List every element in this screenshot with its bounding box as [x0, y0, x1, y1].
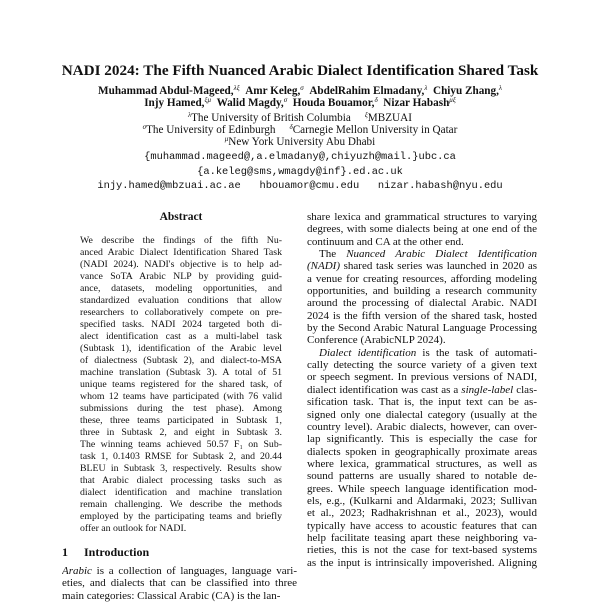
affiliation-name: Carnegie Mellon University in Qatar: [292, 124, 458, 136]
text-line: that Arabic dialect processing tasks such as: [80, 475, 282, 486]
text-line: ance, datasets, modeling opportunities, and: [80, 283, 282, 294]
text-line: 2024 is the fifth version of the shared task, hosted: [307, 309, 537, 322]
section-heading-introduction: [62, 545, 149, 559]
author-affiliation-mark: ξμ: [204, 96, 211, 105]
text-line: The Nuanced Arabic Dialect Identification: [319, 248, 537, 261]
affiliation-mark: λ: [188, 111, 192, 119]
abstract-body: [80, 235, 282, 535]
author-name: Walid Magdy,: [216, 97, 284, 110]
text-line: BLEU in Subtask 3, respectively. Results show: [80, 463, 282, 474]
introduction-body: [62, 565, 297, 602]
text-line: a venue for creating resources, affording modeling: [307, 272, 537, 285]
text-line: as the input is intrinsically impoverished. Aligning: [307, 556, 537, 569]
paper-title: NADI 2024: The Fifth Nuanced Arabic Dialect Identification Shared Task: [61, 62, 539, 79]
text-line: help facilitate teasing apart these neighboring va-: [307, 531, 537, 544]
author-line: [0, 85, 600, 97]
email-line: injy.hamed@mbzuai.ac.ae hbouamor@cmu.edu nizar.habash@nyu.edu: [97, 180, 503, 192]
email-line: {muhammad.mageed@,a.elmadany@,chiyuzh@mail.}ubc.ca: [144, 151, 456, 163]
email-line: {a.keleg@sms,wmagdy@inf}.ed.ac.uk: [197, 165, 403, 178]
text-line: whom 12 teams have participated (with 76 valid: [80, 391, 282, 402]
text-line: (NADI 2024). NADI's objective is to help ad-: [80, 259, 282, 270]
text-line: main categories: Classical Arabic (CA) is the lan-: [62, 589, 281, 602]
affiliation-mark: σ: [142, 123, 147, 131]
text-line: three in Subtask 2, and eight in Subtask 3.: [80, 427, 282, 438]
text-line: dialect identification and machine translation: [80, 487, 282, 498]
section-number: 1: [62, 545, 68, 559]
text-line: these, three teams participated in Subtask 1,: [80, 415, 282, 426]
text-line: unique teams registered for the shared task, of: [80, 379, 282, 390]
affiliation-line: [0, 124, 600, 136]
email-list: [0, 150, 600, 194]
text-line: where lexica, grammatical structures, as well as: [307, 457, 537, 470]
author-affiliation-mark: σ: [300, 84, 304, 92]
text-line: signed only one dialectal category (usually at the: [307, 408, 537, 421]
text-line: typically have access to acoustic features that can: [307, 519, 537, 532]
text-line: dialects spoken in geographically proximate areas: [307, 445, 537, 458]
affiliation-list: [0, 112, 600, 148]
author-name: Nizar Habash: [383, 97, 450, 110]
text-line: around the processing of dialectal Arabic. NADI: [307, 297, 537, 310]
text-line: We describe the findings of the fifth Nu-: [80, 235, 282, 246]
text-line: et al., 2023; Radhakrishnan et al., 2023), would: [307, 507, 537, 520]
author-affiliation-mark: μξ: [449, 96, 456, 105]
affiliation-line: [0, 136, 600, 148]
text-line: Conference (ArabicNLP 2024).: [307, 334, 446, 347]
author-affiliation-mark: λ: [498, 84, 502, 92]
text-line: anced Arabic Dialect Identification Shared Task: [80, 247, 282, 258]
text-line: of dialectness (Subtask 2), and dialect-to-MSA: [80, 355, 282, 366]
text-line: lap significantly. This is especially the case for: [307, 433, 537, 446]
text-line: Arabic is a collection of languages, language vari-: [62, 565, 297, 577]
text-line: submissions during the test phase). Among: [80, 403, 282, 414]
text-line: or speech segment. In previous versions of NADI,: [307, 371, 537, 384]
text-line: degrees, with some dialects being at one end of the: [307, 223, 537, 236]
author-name: Houda Bouamor,: [292, 97, 375, 110]
text-line: grees. While speech language identification mod-: [307, 482, 537, 495]
author-affiliation-mark: λ: [424, 84, 428, 92]
affiliation-name: The University of British Columbia: [191, 112, 351, 124]
text-line: els, e.g., (Kulkarni and Aldarmaki, 2023; Sullivan: [307, 494, 537, 507]
text-line: dialect identification was cast as a single-label clas-: [307, 383, 537, 396]
author-name: Muhammad Abdul-Mageed,: [98, 85, 234, 97]
text-line: eties, and dialects that can be classified into three: [62, 577, 297, 590]
author-name: Injy Hamed,: [144, 97, 205, 110]
text-line: cally detecting the source variety of a given text: [307, 359, 537, 372]
text-line: by the Second Arabic Natural Language Processing: [307, 322, 537, 335]
text-line: alect identification cast as a multi-label task: [80, 331, 282, 342]
abstract-heading: Abstract: [159, 211, 203, 223]
affiliation-name: The University of Edinburgh: [146, 124, 276, 136]
text-line: machine translation (Subtask 3). A total of 51: [80, 367, 282, 378]
text-line: Dialect identification is the task of automati-: [319, 346, 537, 359]
author-name: AbdelRahim Elmadany,: [309, 85, 425, 97]
right-column-body: [307, 211, 537, 569]
author-affiliation-mark: σ: [283, 96, 288, 105]
affiliation-line: [0, 112, 600, 124]
text-line: researchers to collaboratively compete on pre-: [80, 307, 282, 318]
text-line: sification task. That is, the input text can be as-: [307, 396, 537, 409]
text-line: The winning teams achieved 50.57 F₁ on Sub-: [80, 439, 282, 450]
text-line: employed by the participating teams and briefly: [80, 511, 282, 522]
text-line: continuum and CA at the other end.: [307, 235, 464, 248]
text-line: vance SoTA Arabic NLP by providing guid-: [80, 271, 282, 282]
affiliation-mark: μ: [224, 135, 229, 143]
affiliation-name: MBZUAI: [367, 112, 412, 124]
text-line: (Subtask 1), identification of the Arabic level: [80, 343, 282, 354]
affiliation-name: New York University Abu Dhabi: [228, 136, 376, 148]
text-line: rieties, this is not the case for text-based systems: [307, 544, 537, 557]
text-line: remain challenging. We describe the methods: [80, 499, 282, 510]
section-title: Introduction: [84, 545, 150, 559]
text-line: specified tasks. NADI 2024 targeted both di-: [80, 319, 282, 330]
text-line: (NADI) shared task series was launched in 2020 as: [307, 260, 537, 273]
text-line: standardized evaluation conditions that allow: [80, 295, 282, 306]
text-line: country level). Arabic dialects, however, can over-: [307, 420, 537, 433]
author-affiliation-mark: λξ: [233, 84, 240, 92]
text-line: task 1, 0.1403 RMSE for Subtask 2, and 20.44: [80, 451, 282, 462]
author-line: [0, 97, 600, 109]
affiliation-mark: δ: [289, 123, 293, 131]
text-line: offer an outlook for NADI.: [80, 523, 187, 534]
author-name: Chiyu Zhang,: [432, 85, 499, 97]
text-line: opportunities, and building a research community: [307, 285, 537, 298]
affiliation-mark: ξ: [364, 111, 368, 119]
author-list: [0, 85, 600, 109]
author-name: Amr Keleg,: [245, 85, 301, 97]
text-line: sound patterns are usually shared to notable de-: [307, 470, 537, 483]
author-affiliation-mark: δ: [374, 96, 378, 105]
text-line: share lexica and grammatical structures to varying: [307, 211, 537, 223]
